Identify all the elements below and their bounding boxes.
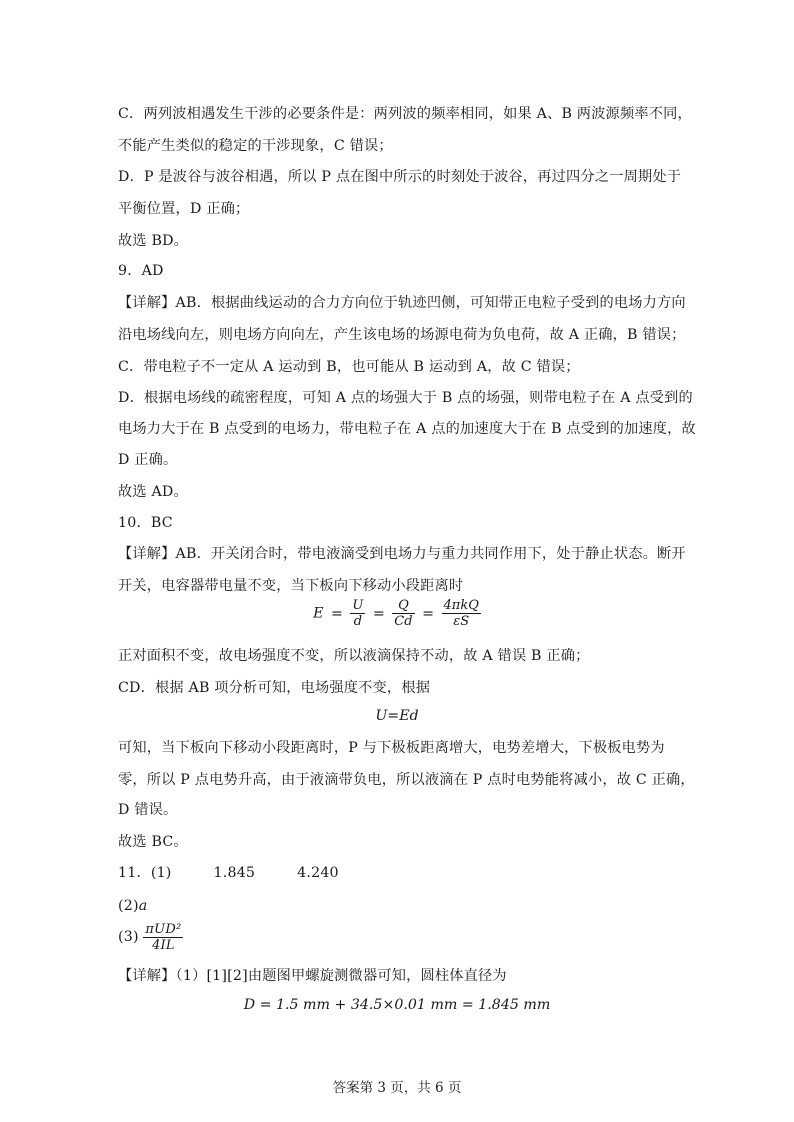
text-line: 正对面积不变，故电场强度不变，所以液滴保持不动，故 A 错误 B 正确； (118, 648, 590, 664)
equation-field-strength: E = $\frac{U}{d}$ = $\frac{Q}{Cd}$ = $\frac{\text{4πkQ}}{\varepsilon S}$ (313, 598, 479, 629)
text-line: 故选 AD。 (118, 484, 188, 500)
equation-voltage: U=Ed (375, 708, 419, 724)
page-footer: 答案第 3 页，共 6 页 (332, 1080, 462, 1096)
text-line: 可知，当下板向下移动小段距离时，P 与下极板距离增大，电势差增大，下极板电势为 (118, 740, 665, 756)
text-line: D．根据电场线的疏密程度，可知 A 点的场强大于 B 点的场强，则带电粒子在 A 点受到的 (118, 390, 693, 406)
text-line: CD．根据 AB 项分析可知，电场强度不变，根据 (118, 680, 431, 696)
text-line: 【详解】（1）[1][2]由题图甲螺旋测微器可知，圆柱体直径为 (118, 968, 507, 984)
equation-diameter: D = 1.5 mm + 34.5×0.01 mm = 1.845 mm (243, 997, 551, 1013)
text-line: 开关，电容器带电量不变，当下板向下移动小段距离时 (118, 578, 464, 594)
q11-value-2: 4.240 (297, 865, 339, 881)
text-line: 平衡位置，D 正确； (118, 201, 250, 217)
eq-lhs: E (313, 605, 324, 622)
q11-answers (118, 863, 339, 883)
question-number: 9．AD (118, 263, 164, 279)
text-line: 【详解】AB．根据曲线运动的合力方向位于轨迹凹侧，可知带正电粒子受到的电场力方向 (118, 295, 686, 311)
fraction: $\frac{\text{4πkQ}}{\varepsilon S}$ (443, 598, 479, 629)
text-line: 沿电场线向左，则电场方向向左，产生该电场的场源电荷为负电荷，故 A 正确，B 错误； (118, 327, 686, 343)
text-line: 故选 BC。 (118, 834, 188, 850)
text-line: 零，所以 P 点电势升高，由于液滴带负电，所以液滴在 P 点时电势能将减小，故 C 正确， (118, 772, 695, 788)
text-line: 不能产生类似的稳定的干涉现象，C 错误； (118, 138, 393, 154)
text-line: D．P 是波谷与波谷相遇，所以 P 点在图中所示的时刻处于波谷，再过四分之一周期处于 (118, 169, 682, 185)
q11-label: 11．(1) (118, 865, 172, 881)
fraction: $\frac{\text{πUD²}}{4IL}$ (145, 922, 182, 953)
text-line: 【详解】AB．开关闭合时，带电液滴受到电场力与重力共同作用下，处于静止状态。断开 (118, 546, 686, 562)
fraction: $\frac{Q}{Cd}$ (394, 598, 413, 629)
q11-value-1: 1.845 (213, 865, 256, 881)
text-line: 故选 BD。 (118, 233, 189, 249)
text-line: C．两列波相遇发生干涉的必要条件是：两列波的频率相同，如果 A、B 两波源频率不同， (118, 106, 692, 122)
fraction: $\frac{U}{d}$ (352, 598, 364, 629)
q11-part-2: (2)a (118, 898, 148, 914)
text-line: 电场力大于在 B 点受到的电场力，带电粒子在 A 点的加速度大于在 B 点受到的加速度，故 (118, 421, 696, 437)
question-number: 10．BC (118, 515, 173, 531)
text-line: D 正确。 (118, 452, 178, 468)
text-line: D 错误。 (118, 802, 178, 818)
q11-part-3: (3) $\frac{\text{πUD²}}{4IL}$ (118, 922, 182, 953)
text-line: C．带电粒子不一定从 A 运动到 B，也可能从 B 运动到 A，故 C 错误； (118, 359, 580, 375)
